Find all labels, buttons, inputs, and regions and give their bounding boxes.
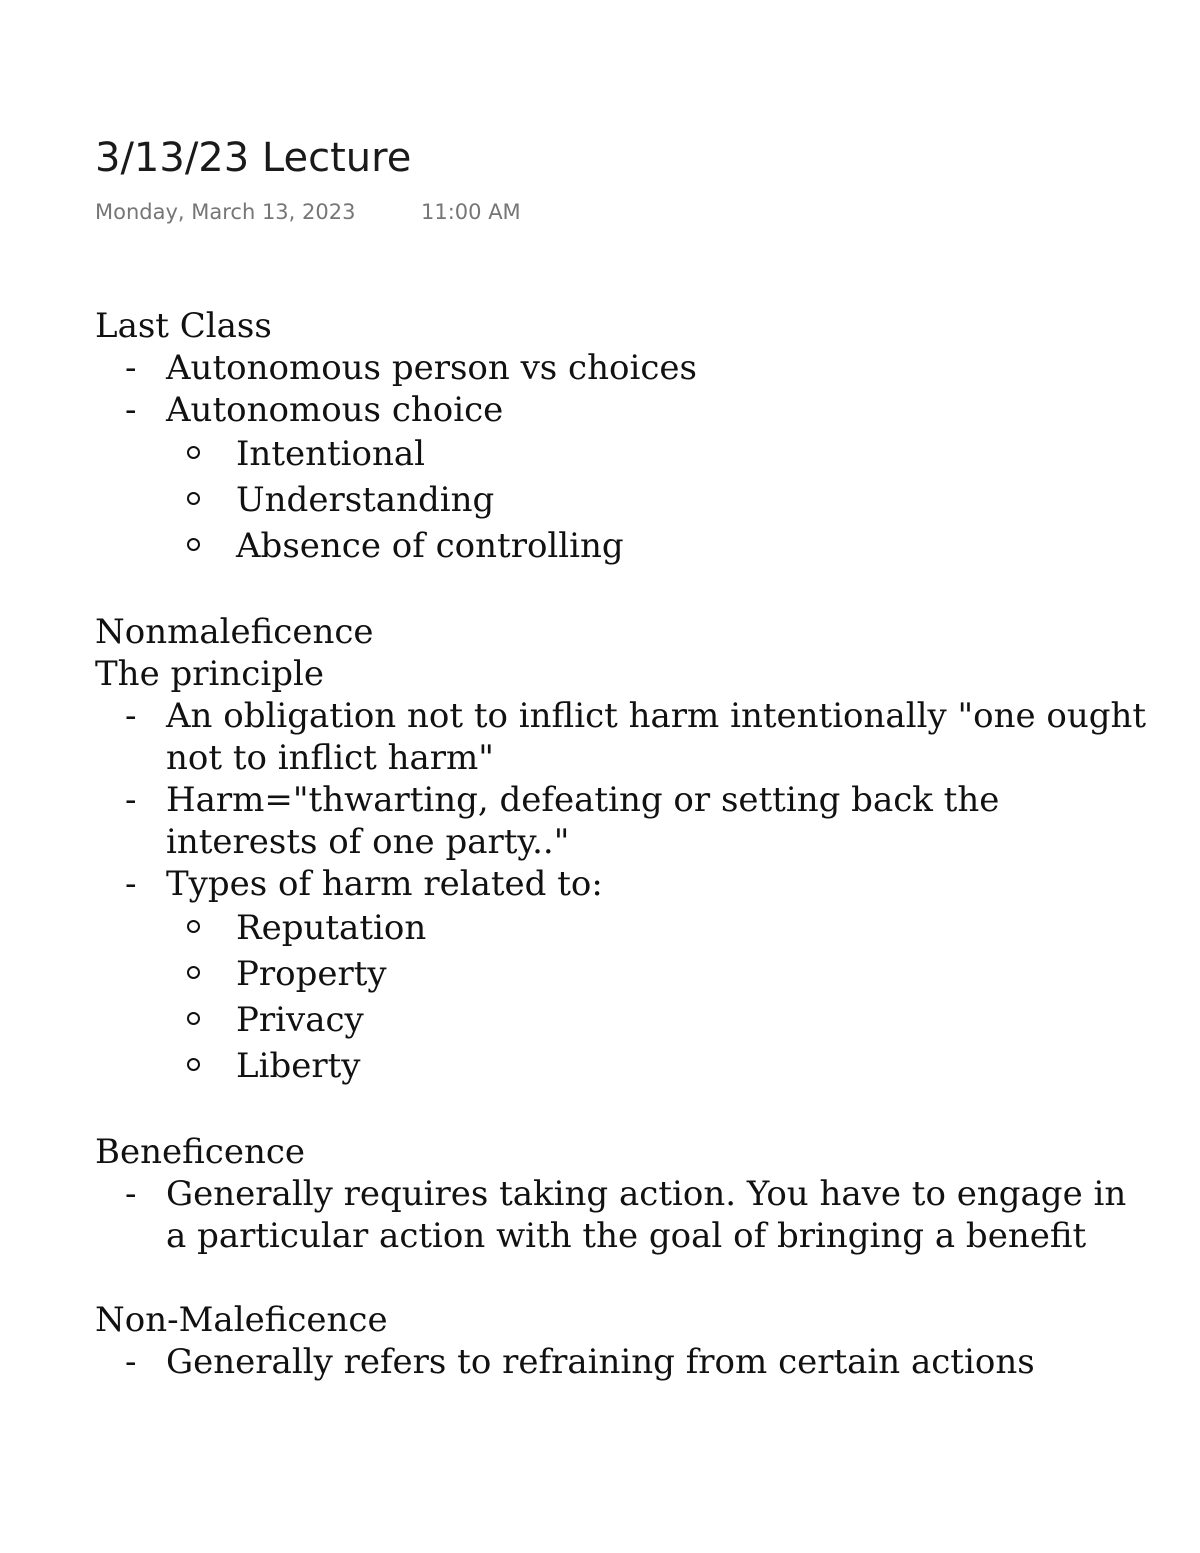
- circle-bullet-icon: [187, 1012, 200, 1025]
- note-section: [95, 1299, 1155, 1383]
- page-title: 3/13/23 Lecture: [95, 135, 412, 181]
- dash-bullet-icon: -: [125, 1342, 137, 1382]
- list-item-text: Autonomous person vs choices: [166, 348, 697, 388]
- sub-list-item-text: Property: [236, 954, 387, 994]
- bullet-list: [95, 1341, 1155, 1383]
- section-heading: Beneficence: [95, 1132, 306, 1172]
- sub-bullet-list: [166, 431, 1155, 569]
- section-spacer: [95, 1089, 1155, 1131]
- bullet-list: [95, 1173, 1155, 1257]
- list-item: [95, 347, 1155, 389]
- circle-bullet-icon: [187, 1058, 200, 1071]
- note-time: 11:00 AM: [421, 200, 521, 224]
- list-item-text: Harm="thwarting, defeating or setting back the interests of one party..": [166, 780, 1000, 862]
- list-item: [95, 1173, 1155, 1257]
- sub-list-item: [95, 951, 1155, 997]
- sub-list-item-text: Absence of controlling: [236, 526, 624, 566]
- circle-bullet-icon: [187, 920, 200, 933]
- sub-list-item: [95, 997, 1155, 1043]
- sub-list-item-text: Reputation: [236, 908, 427, 948]
- list-item: [95, 863, 1155, 1089]
- dash-bullet-icon: -: [125, 390, 137, 430]
- section-heading: Last Class: [95, 306, 272, 346]
- list-item: [95, 1341, 1155, 1383]
- dash-bullet-icon: -: [125, 780, 137, 820]
- section-heading: Nonmaleficence: [95, 612, 374, 652]
- circle-bullet-icon: [187, 492, 200, 505]
- dash-bullet-icon: -: [125, 696, 137, 736]
- sub-list-item-text: Intentional: [236, 434, 426, 474]
- note-section: [95, 611, 1155, 1089]
- note-body: [95, 305, 1155, 1437]
- list-item-text: Generally refers to refraining from certain actions: [166, 1342, 1035, 1382]
- sub-list-item: [95, 523, 1155, 569]
- circle-bullet-icon: [187, 446, 200, 459]
- sub-bullet-list: [166, 905, 1155, 1089]
- sub-list-item-text: Privacy: [236, 1000, 364, 1040]
- sub-list-item: [95, 477, 1155, 523]
- list-item: [95, 389, 1155, 569]
- note-date: Monday, March 13, 2023: [95, 200, 356, 224]
- dash-bullet-icon: -: [125, 864, 137, 904]
- list-item: [95, 695, 1155, 779]
- circle-bullet-icon: [187, 966, 200, 979]
- section-spacer: [95, 1257, 1155, 1299]
- dash-bullet-icon: -: [125, 1174, 137, 1214]
- sub-list-item-text: Liberty: [236, 1046, 361, 1086]
- sub-list-item: [95, 1043, 1155, 1089]
- note-section: [95, 305, 1155, 569]
- list-item: [95, 779, 1155, 863]
- list-item-text: Types of harm related to:: [166, 864, 603, 904]
- bullet-list: [95, 347, 1155, 569]
- list-item-text: Generally requires taking action. You have to engage in a particular action with the goal of bringing a benefit: [166, 1174, 1127, 1256]
- section-spacer: [95, 569, 1155, 611]
- sub-list-item: [95, 905, 1155, 951]
- list-item-text: Autonomous choice: [166, 390, 504, 430]
- section-subheading: The principle: [95, 654, 324, 694]
- list-item-text: An obligation not to inflict harm intentionally "one ought not to inflict harm": [166, 696, 1147, 778]
- sub-list-item: [95, 431, 1155, 477]
- sub-list-item-text: Understanding: [236, 480, 495, 520]
- circle-bullet-icon: [187, 538, 200, 551]
- section-heading: Non-Maleficence: [95, 1300, 388, 1340]
- dash-bullet-icon: -: [125, 348, 137, 388]
- note-section: [95, 1131, 1155, 1257]
- bullet-list: [95, 695, 1155, 1089]
